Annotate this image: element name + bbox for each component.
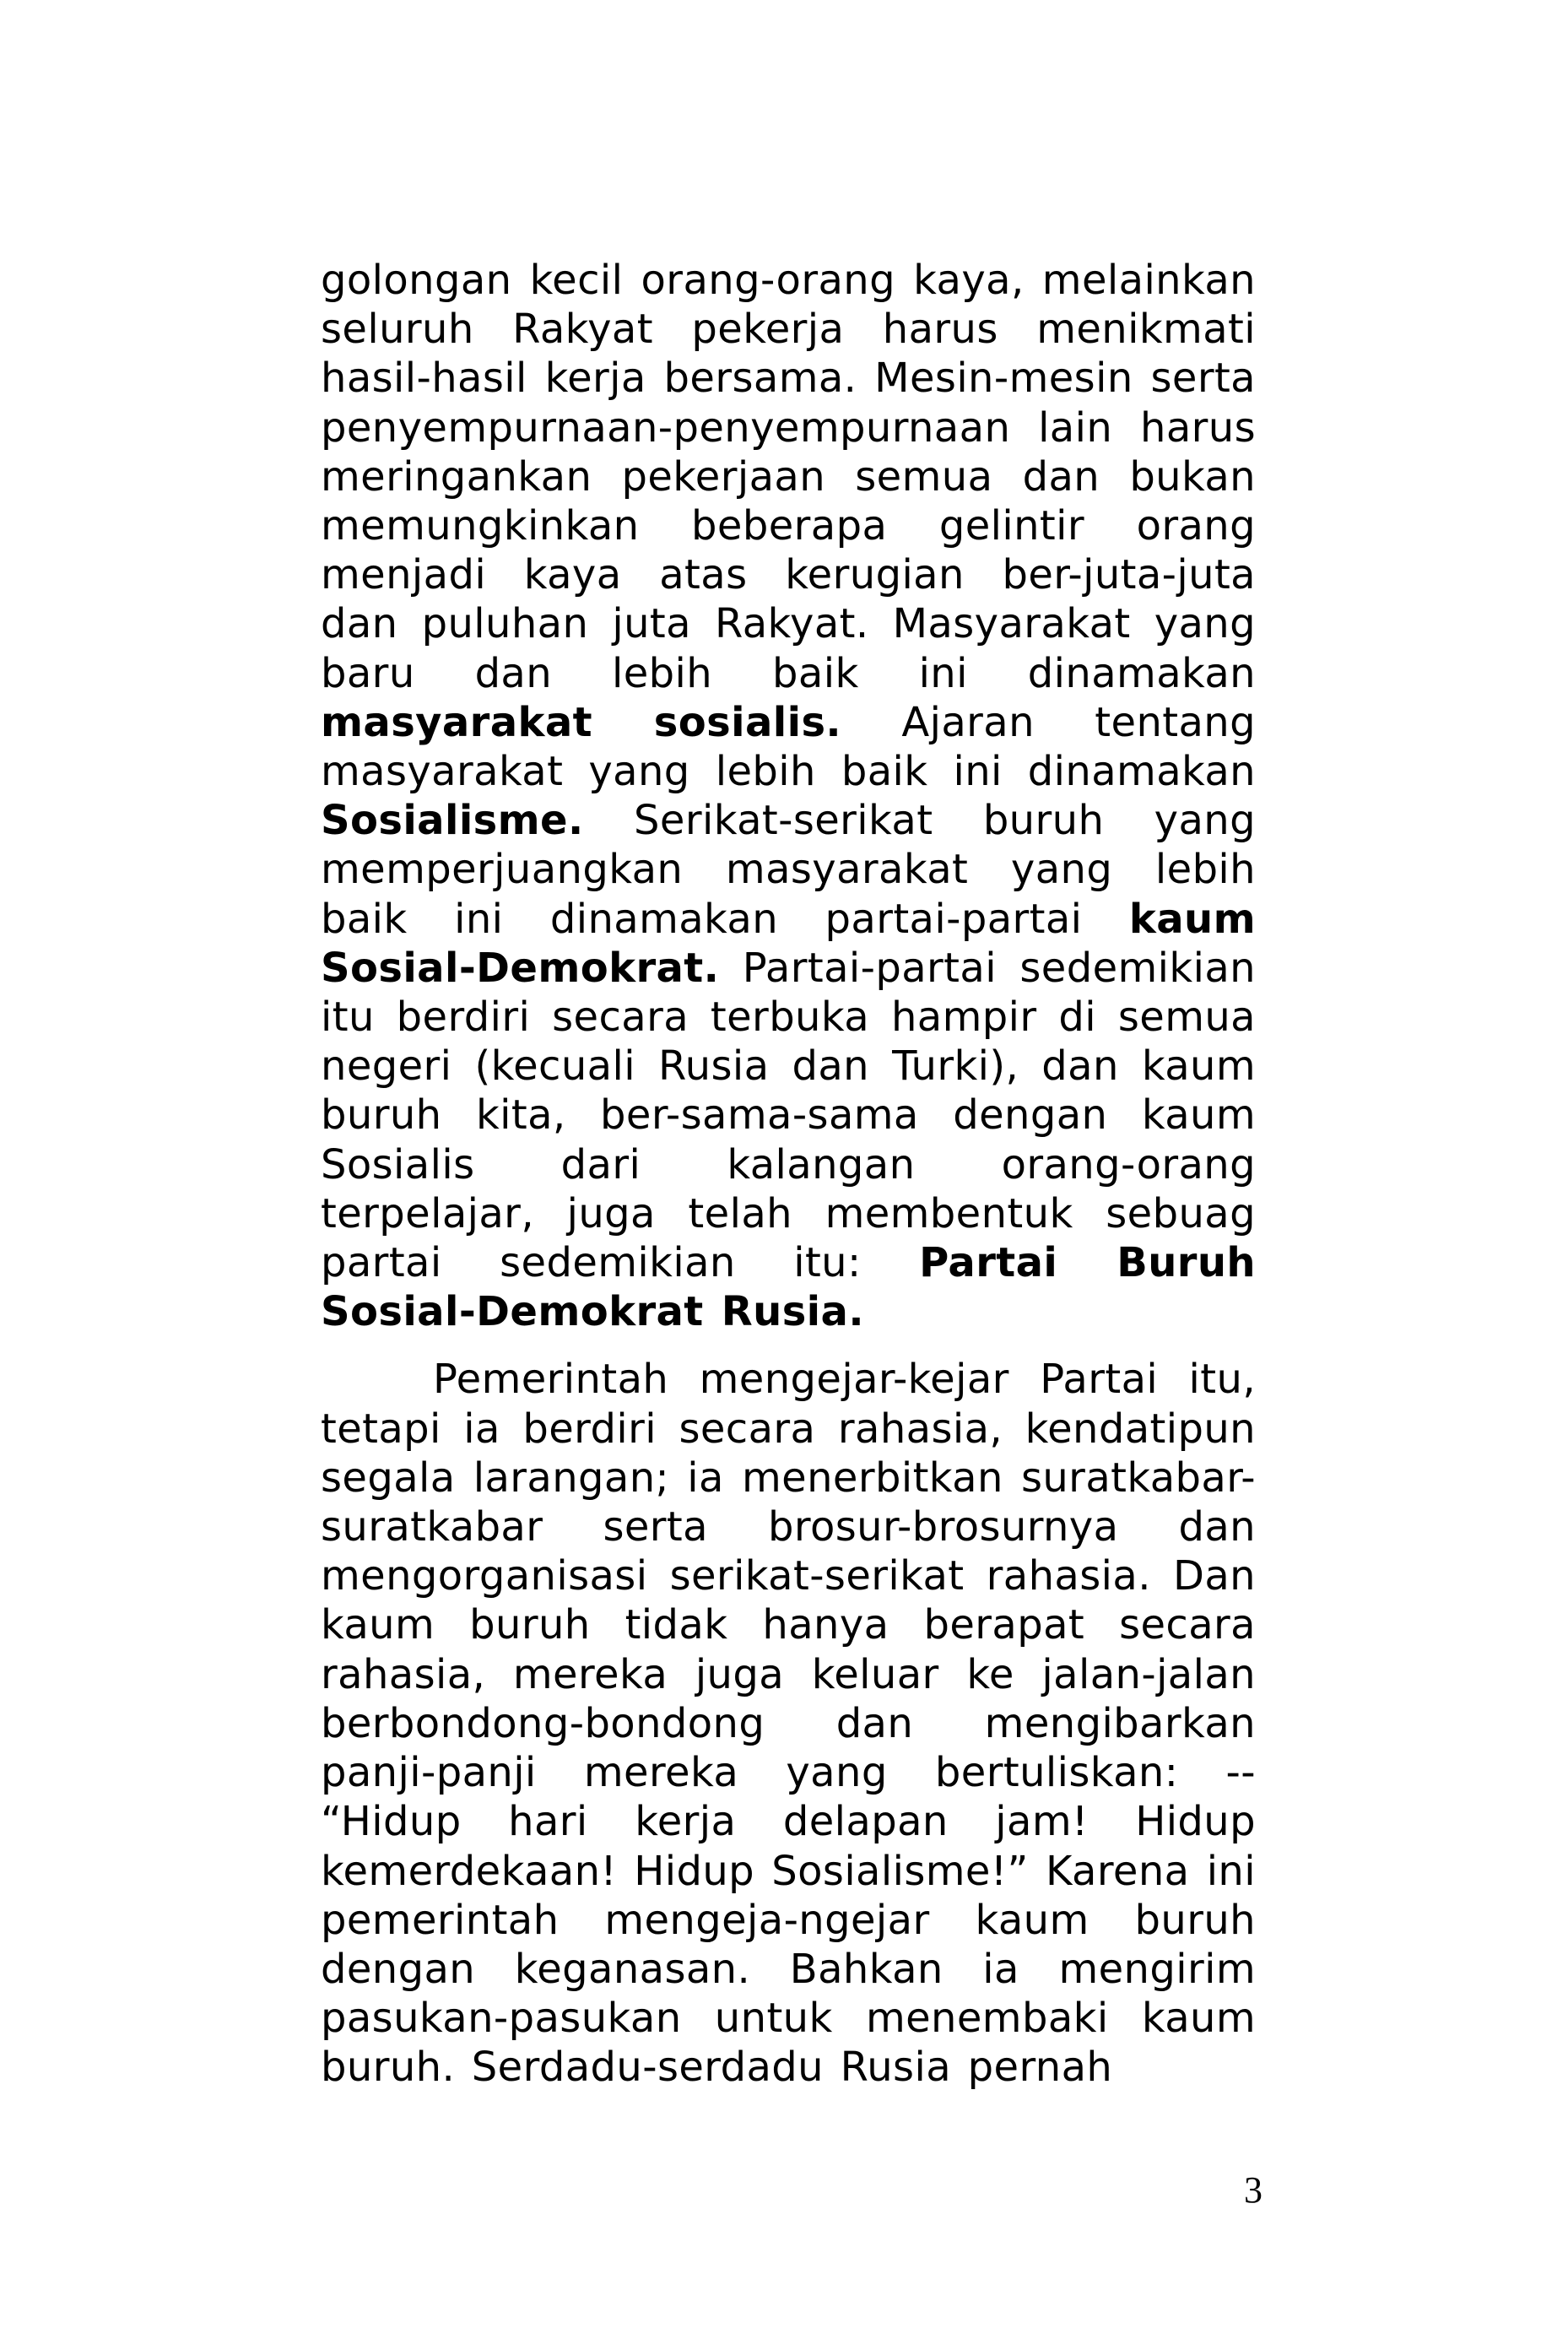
term-masyarakat-sosialis: masyarakat sosialis. (321, 698, 842, 746)
paragraph-1 (321, 256, 1256, 1336)
paragraph-2-text: Pemerintah mengejar-kejar Partai itu, tetapi ia berdiri secara rahasia, kendatipun segala larangan; ia menerbitkan suratkabar-suratkabar serta brosur-brosurnya dan mengorganisasi serikat-serikat rahasia. Dan kaum buruh tidak hanya berapat secara rahasia, mereka juga keluar ke jalan-jalan berbondong-bondong dan mengibarkan panji-panji mereka yang bertuliskan: -- “Hidup hari kerja delapan jam! Hidup kemerdekaan! Hidup Sosialisme!” Karena ini pemerintah mengeja-ngejar kaum buruh dengan keganasan. Bahkan ia mengirim pasukan-pasukan untuk menembaki kaum buruh. Serdadu-serdadu Rusia pernah (321, 1356, 1256, 2092)
paragraph-1-text-1: golongan kecil orang-orang kaya, melainkan seluruh Rakyat pekerja harus menikmati hasil-hasil kerja bersama. Mesin-mesin serta penyempurnaan-penyempurnaan lain harus meringankan pekerjaan semua dan bukan memungkinkan beberapa gelintir orang menjadi kaya atas kerugian ber-juta-juta dan puluhan juta Rakyat. Masyarakat yang baru dan lebih baik ini dinamakan (321, 257, 1256, 697)
page-number: 3 (1244, 2169, 1263, 2211)
term-sosialisme: Sosialisme. (321, 797, 584, 845)
term-partai-buruh: Partai Buruh Sosial-Demokrat Rusia. (321, 1239, 1256, 1336)
paragraph-1-text-3: Serikat-serikat buruh yang memperjuangkan masyarakat yang lebih baik ini dinamakan partai-partai (321, 797, 1256, 943)
paragraph-2 (321, 1355, 1256, 2092)
paragraph-1-text-4: Partai-partai sedemikian itu berdiri secara terbuka hampir di semua negeri (kecuali Rusia dan Turki), dan kaum buruh kita, ber-sama-sama dengan kaum Sosialis dari kalangan orang-orang terpelajar, juga telah membentuk sebuag partai sedemikian itu: (321, 944, 1256, 1287)
body-text (321, 256, 1256, 2092)
term-kaum-sosial-demokrat: kaum Sosial-Demokrat. (321, 895, 1256, 992)
paragraph-1-text-2: Ajaran tentang masyarakat yang lebih baik ini dinamakan (321, 698, 1256, 796)
